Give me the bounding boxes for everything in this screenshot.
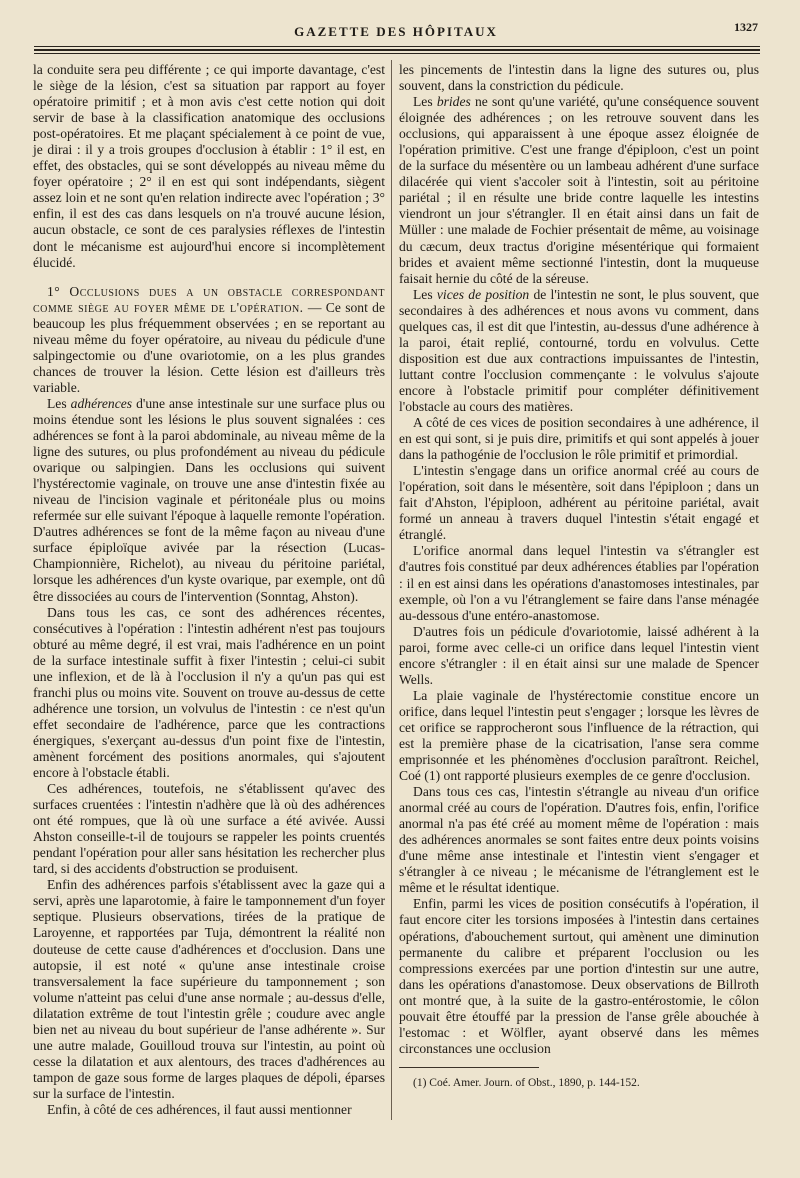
- right-column: [399, 62, 759, 1090]
- paragraph: Dans tous ces cas, l'intestin s'étrangle au niveau d'un orifice anormal créé au cours de l'opération. D'autres fois, enfin, l'orifice anormal n'a pas été créé au moment même de l'opération : mais des adhérences anormales se sont faites entre deux points voisins d'une même anse intestinale et l'intestin vient s'engager et s'étrangler à ce niveau ; le mécanisme de l'étranglement est le même et le résultat identique.: [399, 784, 759, 896]
- paragraph-rest: ne sont qu'une variété, qu'une conséquence souvent éloignée des adhérences ; on les retrouve souvent dans les occlusions, qui apparaissent à une époque assez éloignée de l'opération primitive. C'est une frange d'épiploon, c'est un point de la surface du mésentère ou un lambeau adhérent d'une surface dilacérée qui vient s'accoler soit à l'intestin, soit au péritoine pariétal ; il en résulte une bride contre laquelle les intestins viendront un jour s'étrangler. Il en était ainsi dans un fait de Müller : une malade de Fochier présentait de même, au voisinage du cæcum, deux tractus d'origine mésentérique qui formaient brides et avaient même sectionné l'intestin, dont la muqueuse faisait hernie du côté de la séreuse.: [399, 94, 759, 286]
- term-brides: brides: [436, 94, 471, 110]
- paragraph: L'intestin s'engage dans un orifice anormal créé au cours de l'opération, soit dans le mésentère, soit dans l'épiploon ; dans un fait d'Ahston, l'épiploon, adhérent au péritoine pariétal, avait formé un anneau à travers duquel l'intestin s'était engagé et étranglé.: [399, 463, 759, 543]
- header-rule-bottom: [34, 53, 760, 54]
- paragraph: La plaie vaginale de l'hystérectomie constitue encore un orifice, dans lequel l'intestin peut s'engager ; lorsque les lèvres de cet orifice se rapprocheront sous l'influence de la rétraction, qui est la première phase de la cicatrisation, l'anse sera comme emprisonnée et les phénomènes d'occlusion paraîtront. Reichel, Coé (1) ont rapporté plusieurs exemples de ce genre d'occlusion.: [399, 687, 759, 784]
- paragraph: Ces adhérences, toutefois, ne s'établissent qu'avec des surfaces cruentées : l'intestin n'adhère que là où des adhérences ont été rompues, que là où une surface a été avivée. Aussi Ahston conseille-t-il de toujours se rappeler les points cruentés pendant l'opération pour aller sans hésitation les rechercher plus tard, si des accidents d'obstruction se produisent.: [33, 781, 385, 877]
- paragraph-lead: Les: [47, 395, 71, 411]
- term-vices-de-position: vices de position: [436, 286, 530, 302]
- footnote-rule: [399, 1067, 539, 1068]
- paragraph: Dans tous les cas, ce sont des adhérences récentes, consécutives à l'opération : l'intestin adhérent n'est pas toujours obturé au même degré, il est vrai, mais l'adhérence en un point de la surface intestinale suffit à fixer l'intestin ; celui-ci subit une inflexion, et de là à l'occlusion il n'y a qu'un pas qui est franchi plus ou moins vite. Souvent on trouve au-dessus de cette adhérence une torsion, un volvulus de l'intestin : ce n'est qu'un effet secondaire de l'adhérence, parce que les contractions énergiques, s'exerçant au-dessus d'un point fixe de l'intestin, amènent forcément des positions anormales, qui s'ajoutent encore à l'obstacle établi.: [33, 604, 385, 781]
- paragraph-lead: Les: [413, 94, 437, 110]
- running-title: GAZETTE DES HÔPITAUX: [294, 24, 498, 39]
- paragraph-rest: de l'intestin ne sont, le plus souvent, que secondaires à des adhérences et nous avons vu comment, dans quelques cas, il est dit que l'intestin, au-dessus d'une adhérence à la paroi, était replié, contourné, tordu en volvulus. Cette disposition est due aux contractions impuissantes de l'intestin, luttant contre l'occlusion commençante : le volvulus s'ajoute encore à l'obstacle primitif pour compléter définitivement l'obstacle au cours des matières.: [399, 286, 760, 414]
- paragraph: Enfin, parmi les vices de position consécutifs à l'opération, il faut encore citer les torsions imposées à l'intestin dans certaines opérations, d'abouchement surtout, qui amènent une diminution permanente du calibre et préparent l'occlusion ou les compressions exercées par une portion d'intestin sur une autre, dans les opérations d'anastomose. Deux observations de Billroth ont montré que, à la suite de la gastro-entérostomie, le côlon pouvait être étouffé par la pression de l'anse grêle abouchée à l'estomac : et Wölfler, ayant observé dans les mêmes circonstances une occlusion: [399, 896, 759, 1056]
- paragraph: D'autres fois un pédicule d'ovariotomie, laissé adhérent à la paroi, forme avec celle-ci un orifice dans lequel l'intestin vient encore s'étrangler : il en était ainsi sur une malade de Spencer Wells.: [399, 623, 759, 687]
- header-rule-top: [34, 46, 760, 47]
- section-text: — Ce sont de beaucoup les plus fréquemment observées ; en se reportant au niveau même du foyer opératoire, au niveau du pédicule d'une salpingectomie ou d'une ovariotomie, on a les plus grandes chances de trouver la lésion. Cette lésion est d'ailleurs très variable.: [33, 299, 385, 395]
- paragraph: Enfin des adhérences parfois s'établissent avec la gaze qui a servi, après une laparotomie, à faire le tamponnement d'un foyer septique. Plusieurs observations, tirées de la pratique de Laroyenne, et rapportées par Tuja, démontrent la réalité non douteuse de cette cause d'adhérences et d'occlusion. Dans une autopsie, il est noté « qu'une anse intestinale croise transversalement la face supérieure du tamponnement ; son volume n'atteint pas celui d'une anse normale ; au-dessus d'elle, dilatation extrême de tout l'intestin grêle ; coudure avec angle bien net au niveau du bout supérieur de l'anse adhérente ». Sur une autre malade, Gouilloud trouva sur l'intestin, au point où cesse la dilatation et aux alentours, des traces d'adhérences au tampon de gaze sous forme de larges plaques de dépoli, éparses sur la surface de l'intestin.: [33, 877, 385, 1101]
- paragraph: [33, 396, 385, 605]
- page-number: 1327: [734, 20, 758, 34]
- paragraph: L'orifice anormal dans lequel l'intestin va s'étrangler est d'autres fois constitué par deux adhérences établies par l'opération : il en est ainsi dans les opérations d'anastomoses intestinales, par exemple, où l'on a vu l'étranglement se faire dans l'anse ménagée au-dessous d'une entéro-anastomose.: [399, 543, 759, 623]
- paragraph-rest: d'une anse intestinale sur une surface plus ou moins étendue sont les lésions le plus souvent signalées : ces adhérences se font à la paroi abdominale, au niveau même de la ligne des sutures, ou plus profondément au niveau du pédicule ovarique ou salpingien. Dans les occlusions qui suivent l'hystérectomie vaginale, on trouve une anse d'intestin fixée au niveau de l'incision vaginale et péritonéale plus ou moins refermée sur elle suivant l'époque à laquelle remonte l'opération. D'autres adhérences se font de la même façon au niveau d'une surface épiploïque avivée par la résection (Lucas-Championnière, Richelot), au niveau du péritoine pariétal, lorsque les adhérences d'un kyste ovarique, par exemple, ont dû être dissociées au cours de l'intervention (Sonntag, Ahston).: [33, 395, 385, 604]
- left-column: [33, 62, 385, 1118]
- paragraph: A côté de ces vices de position secondaires à une adhérence, il en est qui sont, si je puis dire, primitifs et qui sont appelés à jouer dans la pathogénie de l'occlusion le rôle primitif et primordial.: [399, 415, 759, 463]
- term-adherences: adhérences: [70, 395, 133, 411]
- paragraph: [399, 94, 759, 287]
- paragraph: la conduite sera peu différente ; ce qui importe davantage, c'est le siège de la lésion, c'est sa situation par rapport au foyer opératoire primitif ; et à mon avis c'est cette notion qui doit servir de base à la classification anatomique des occlusions post-opératoires. Et me plaçant spécialement à ce point de vue, je dirai : il y a trois groupes d'occlusion à établir : 1° il est, en effet, des obstacles, qui se sont développés au niveau même du foyer opératoire ; 2° il en est qui sont indépendants, siègent assez loin et ne sont qu'en relation indirecte avec l'opération ; 3° enfin, il est des cas dans lesquels on n'a trouvé aucune lésion, aucun obstacle, ce sont de ces paralysies réflexes de l'intestin dont le mécanisme est aujourd'hui encore si incomplètement élucidé.: [33, 62, 385, 270]
- footnote: (1) Coé. Amer. Journ. of Obst., 1890, p. 144-152.: [413, 1076, 640, 1089]
- section-heading: 1° Occlusions dues a un obstacle correspondant comme siège au foyer même de l'opération.: [33, 283, 385, 315]
- paragraph: Enfin, à côté de ces adhérences, il faut aussi mentionner: [47, 1102, 352, 1117]
- paragraph: [399, 287, 759, 415]
- page-header: [34, 18, 758, 48]
- paragraph-lead: Les: [413, 286, 437, 302]
- header-rule-middle: [34, 49, 760, 51]
- paragraph: les pincements de l'intestin dans la ligne des sutures ou, plus souvent, dans la constriction du pédicule.: [399, 62, 759, 94]
- section-paragraph: [33, 284, 385, 396]
- column-divider: [391, 60, 392, 1120]
